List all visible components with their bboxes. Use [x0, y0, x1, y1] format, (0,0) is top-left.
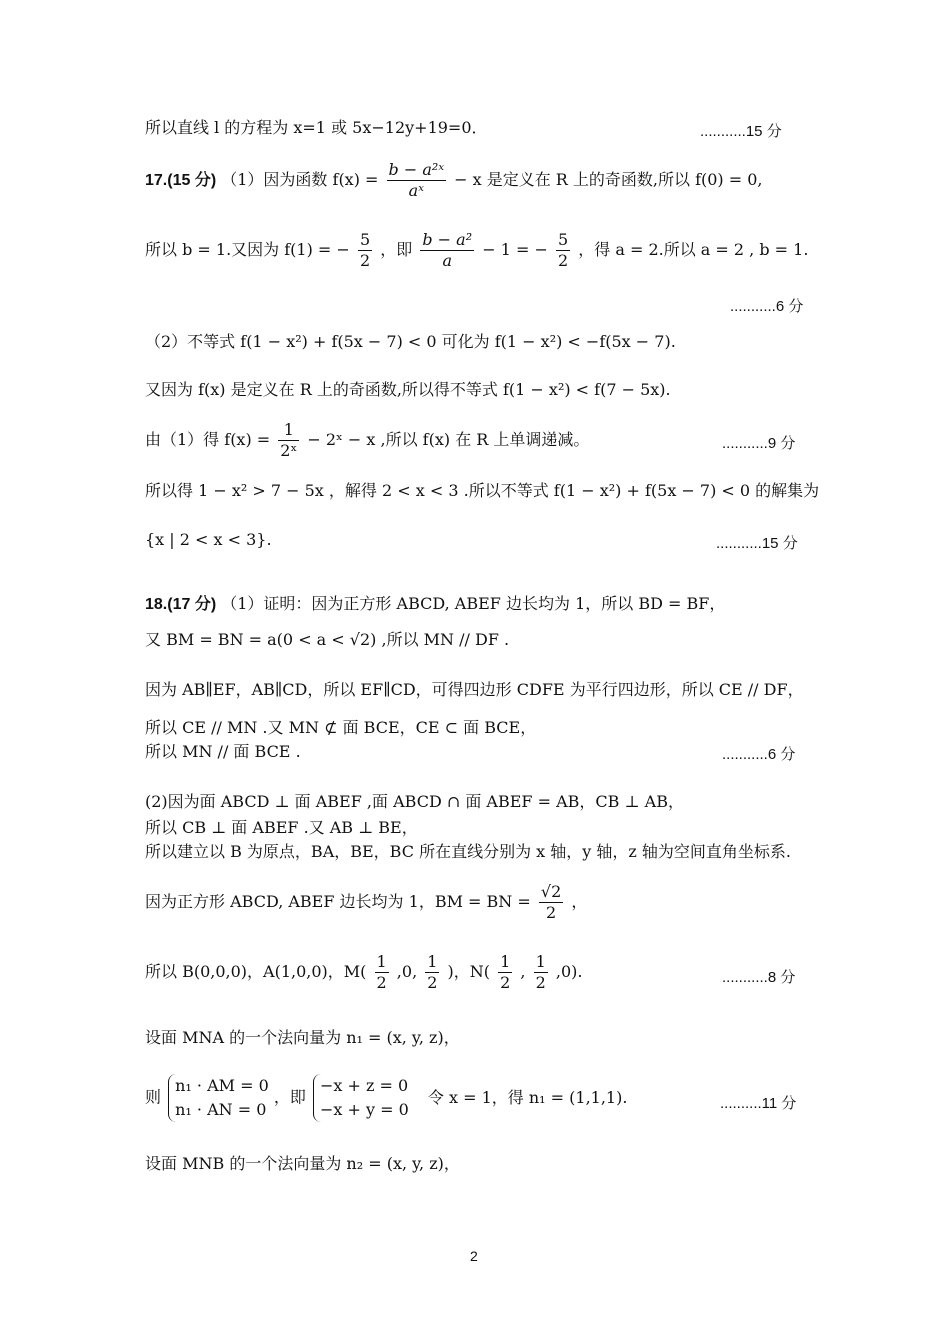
fraction: [375, 952, 389, 993]
numerator: 1: [535, 952, 546, 971]
text: 因为正方形 ABCD, ABEF 边长均为 1，BM = BN =: [145, 892, 531, 911]
denominator: 2: [545, 903, 557, 922]
denominator: 2: [376, 973, 387, 992]
fraction: [534, 952, 548, 993]
line-10: 又 BM = BN = a(0 < a < √2) ,所以 MN // DF .: [145, 630, 510, 649]
numerator: 1: [500, 952, 511, 971]
text: 所以 B(0,0,0)，A(1,0,0)，M(: [145, 962, 367, 981]
text: ，即: [273, 1087, 306, 1107]
numerator: √2: [540, 882, 562, 901]
equation: −x + y = 0: [319, 1100, 409, 1119]
text: （1）证明：因为正方形 ABCD, ABEF 边长均为 1，所以 BD = BF，: [221, 594, 726, 613]
numerator: 1: [376, 952, 387, 971]
equation: n₁ · AM = 0: [175, 1076, 269, 1095]
score-2: ...........6 分: [730, 298, 804, 315]
numerator: 1: [278, 420, 299, 441]
text: 令 x = 1，得 n₁ = (1,1,1).: [427, 1087, 628, 1107]
text: − 2ˣ − x ,所以 f(x) 在 R 上单调递减。: [307, 430, 590, 449]
text: 所以 b = 1.又因为 f(1) = −: [145, 240, 350, 259]
text: ,0).: [555, 962, 583, 981]
equation-system: [313, 1074, 409, 1122]
line-15: 所以 CB ⊥ 面 ABEF .又 AB ⊥ BE，: [145, 818, 418, 837]
fraction: [498, 952, 512, 993]
denominator: 2: [535, 973, 546, 992]
fraction: [387, 160, 446, 201]
text: − 1 = −: [482, 240, 548, 259]
denominator: 2: [557, 251, 569, 270]
line-6: [145, 420, 589, 461]
line-19: 设面 MNA 的一个法向量为 n₁ = (x, y, z)，: [145, 1028, 460, 1047]
fraction: [556, 230, 570, 271]
line-1: 所以直线 l 的方程为 x=1 或 5x−12y+19=0．: [145, 118, 488, 137]
line-20: [145, 1074, 627, 1122]
text: 则: [145, 1087, 162, 1107]
score-3: ...........9 分: [722, 435, 796, 452]
denominator: 2ˣ: [280, 441, 298, 460]
numerator: b − a²ˣ: [388, 160, 444, 179]
line-13: 所以 MN // 面 BCE .: [145, 742, 301, 761]
text: ，即: [380, 240, 413, 259]
denominator: 2: [427, 973, 438, 992]
line-3: [145, 230, 808, 271]
numerator: b − a²: [422, 230, 473, 249]
line-9: [145, 594, 725, 615]
text: ，: [571, 892, 588, 911]
denominator: 2: [500, 973, 511, 992]
denominator: aˣ: [408, 181, 424, 200]
numerator: 5: [359, 230, 371, 249]
fraction: [425, 952, 439, 993]
text: )，N(: [447, 962, 491, 981]
line-8: {x | 2 < x < 3}.: [145, 530, 272, 549]
text: （1）因为函数 f(x) =: [221, 170, 379, 189]
line-4: （2）不等式 f(1 − x²) + f(5x − 7) < 0 可化为 f(1 − x²) < −f(5x − 7).: [145, 332, 676, 351]
line-21: 设面 MNB 的一个法向量为 n₂ = (x, y, z)，: [145, 1154, 460, 1173]
equation: n₁ · AN = 0: [175, 1100, 267, 1119]
numerator: 1: [427, 952, 438, 971]
numerator: 5: [557, 230, 569, 249]
fraction: [539, 882, 563, 923]
line-7: 所以得 1 − x² > 7 − 5x ，解得 2 < x < 3 .所以不等式 f(1 − x²) + f(5x − 7) < 0 的解集为: [145, 481, 820, 500]
line-5: 又因为 f(x) 是定义在 R 上的奇函数,所以得不等式 f(1 − x²) < f(7 − 5x).: [145, 380, 671, 399]
question-18-head: 18.(17 分): [145, 596, 217, 613]
score-4: ...........15 分: [716, 535, 798, 552]
denominator: 2: [359, 251, 371, 270]
score-5: ...........6 分: [722, 746, 796, 763]
line-12: 所以 CE // MN .又 MN ⊄ 面 BCE，CE ⊂ 面 BCE，: [145, 718, 537, 737]
line-17: [145, 882, 587, 923]
fraction: [420, 230, 474, 271]
line-16: 所以建立以 B 为原点，BA，BE，BC 所在直线分别为 x 轴，y 轴，z 轴为空间直角坐标系.: [145, 842, 791, 861]
question-17-head: 17.(15 分): [145, 172, 217, 189]
line-2: [145, 160, 763, 201]
page-number: 2: [470, 1248, 478, 1264]
line-11: 因为 AB∥EF，AB∥CD，所以 EF∥CD，可得四边形 CDFE 为平行四边形，所以 CE // DF，: [145, 680, 804, 699]
score-7: ..........11 分: [720, 1095, 797, 1112]
text: − x 是定义在 R 上的奇函数,所以 f(0) = 0,: [454, 170, 763, 189]
fraction: [278, 420, 299, 461]
line-18: [145, 952, 582, 993]
text: ,: [520, 962, 526, 981]
text: ，得 a = 2.所以 a = 2 , b = 1.: [578, 240, 809, 259]
line-14: (2)因为面 ABCD ⊥ 面 ABEF ,面 ABCD ∩ 面 ABEF = AB，CB ⊥ AB，: [145, 792, 684, 811]
score-1: ...........15 分: [700, 123, 782, 140]
equation-system: [168, 1074, 269, 1122]
text: 由（1）得 f(x) =: [145, 430, 271, 449]
text: ,0,: [396, 962, 418, 981]
equation: −x + z = 0: [319, 1076, 409, 1095]
fraction: [358, 230, 372, 271]
denominator: a: [442, 251, 452, 270]
score-6: ...........8 分: [722, 969, 796, 986]
